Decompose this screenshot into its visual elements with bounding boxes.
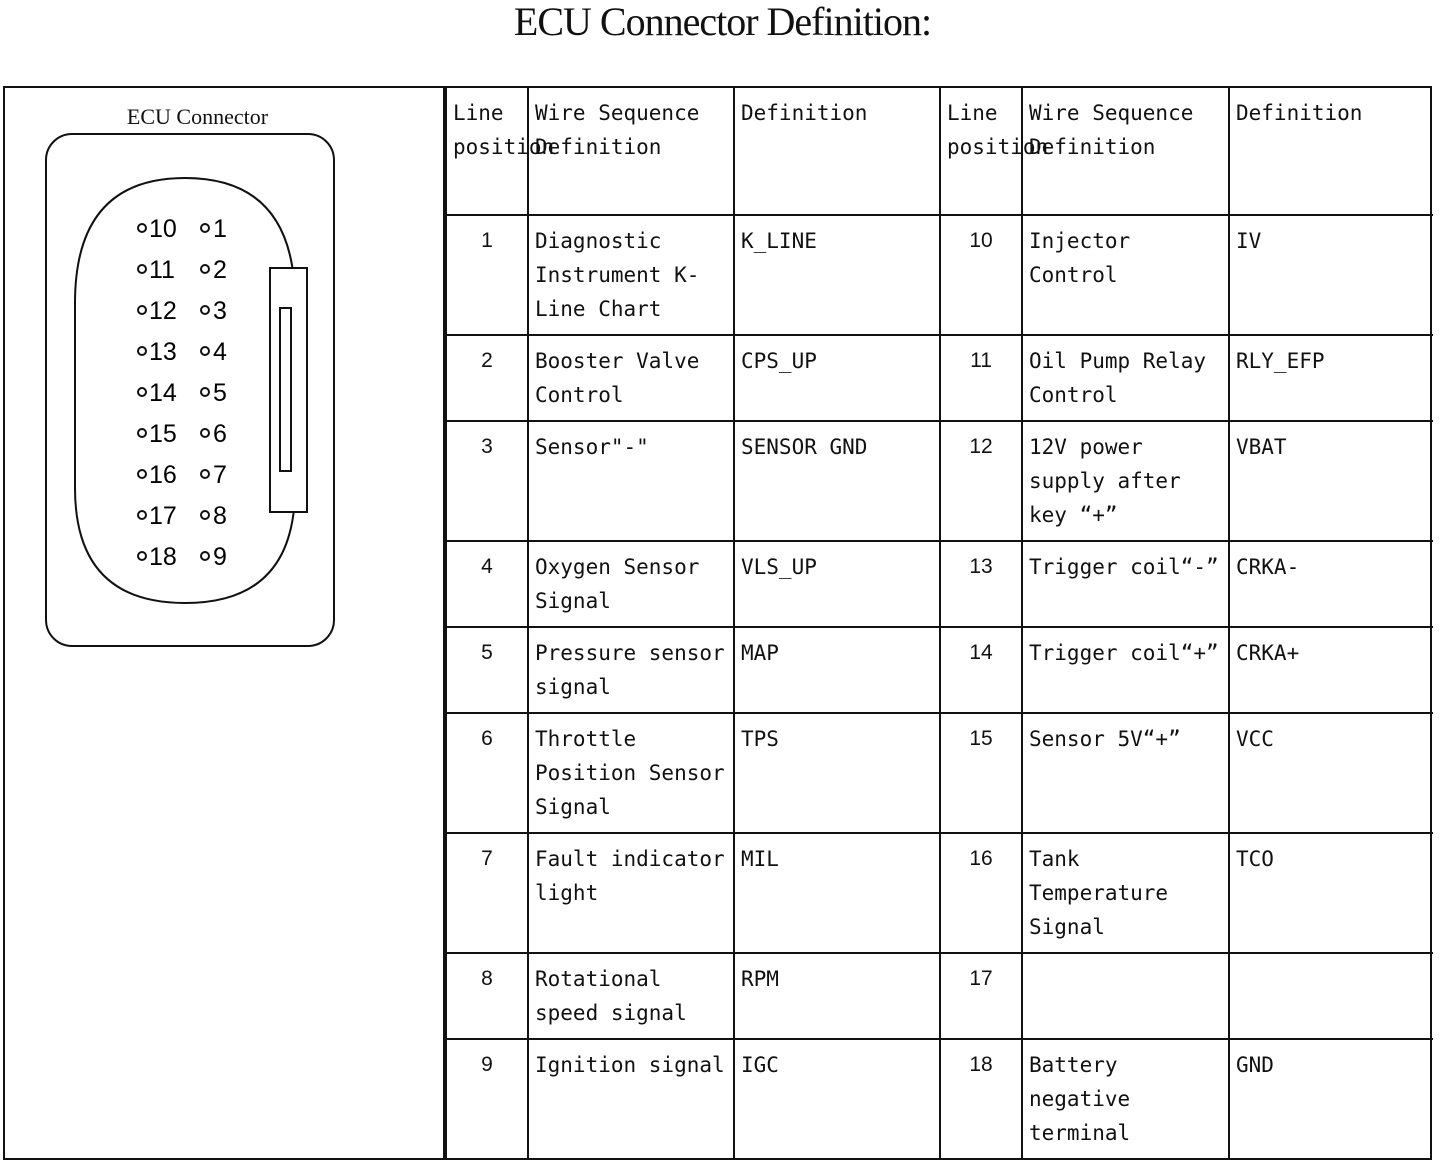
definition-cell: SENSOR GND [734,421,940,541]
line-position-cell: 4 [446,541,528,627]
pin-number: 13 [149,338,177,366]
definition-cell: MAP [734,627,940,713]
pin-marker [201,470,209,478]
pin-number: 2 [213,256,227,284]
table-row [446,1039,1433,1158]
pin-marker [138,511,146,519]
definition-cell: VCC [1229,713,1433,833]
pin-marker [201,347,209,355]
connector-latch [270,268,307,512]
definition-cell: RPM [734,953,940,1039]
connector-definition-frame [3,86,1432,1160]
ecu-connector-diagram [5,88,443,1158]
pin-marker [201,224,209,232]
wire-sequence-cell: Pressure sensor signal [528,627,734,713]
wire-sequence-cell: Sensor"-" [528,421,734,541]
definition-cell: CPS_UP [734,335,940,421]
wire-sequence-cell [1022,953,1229,1039]
pin-number: 3 [213,297,227,325]
definition-cell: K_LINE [734,215,940,335]
pin-number: 14 [149,379,177,407]
pin-number: 16 [149,461,177,489]
header-definition: Definition [734,88,940,215]
pin-number: 10 [149,215,177,243]
definition-cell: RLY_EFP [1229,335,1433,421]
line-position-cell: 11 [940,335,1022,421]
wire-sequence-cell: Sensor 5V“+” [1022,713,1229,833]
wire-sequence-cell: 12V power supply after key “+” [1022,421,1229,541]
table-row [446,215,1433,335]
pin-marker [138,306,146,314]
wire-sequence-cell: Trigger coil“-” [1022,541,1229,627]
definition-cell: IGC [734,1039,940,1158]
definition-cell: MIL [734,833,940,953]
line-position-cell: 6 [446,713,528,833]
header-line-position: Line position [446,88,528,215]
table-row [446,541,1433,627]
pin-number: 7 [213,461,227,489]
wire-sequence-cell: Fault indicator light [528,833,734,953]
definition-cell: VBAT [1229,421,1433,541]
wire-sequence-cell: Injector Control [1022,215,1229,335]
table-row [446,953,1433,1039]
pin-marker [138,552,146,560]
pin-marker [201,511,209,519]
pin-number: 18 [149,543,177,571]
pin-number: 17 [149,502,177,530]
pin-marker [138,388,146,396]
line-position-cell: 1 [446,215,528,335]
line-position-cell: 14 [940,627,1022,713]
header-wire-sequence-2: Wire Sequence Definition [1022,88,1229,215]
wire-sequence-cell: Battery negative terminal [1022,1039,1229,1158]
line-position-cell: 9 [446,1039,528,1158]
table-row [446,713,1433,833]
pin-marker [138,347,146,355]
definition-cell [1229,953,1433,1039]
pins-left-column [138,215,177,571]
pin-marker [201,265,209,273]
pin-marker [138,429,146,437]
line-position-cell: 10 [940,215,1022,335]
definition-cell: TPS [734,713,940,833]
header-wire-sequence: Wire Sequence Definition [528,88,734,215]
wire-sequence-cell: Oxygen Sensor Signal [528,541,734,627]
header-definition-2: Definition [1229,88,1433,215]
definition-cell: TCO [1229,833,1433,953]
pin-marker [138,470,146,478]
pin-marker [201,429,209,437]
definition-cell: CRKA+ [1229,627,1433,713]
table-row [446,421,1433,541]
header-line-position-2: Line position [940,88,1022,215]
wire-sequence-cell: Ignition signal [528,1039,734,1158]
wire-sequence-cell: Booster Valve Control [528,335,734,421]
line-position-cell: 16 [940,833,1022,953]
line-position-cell: 7 [446,833,528,953]
line-position-cell: 5 [446,627,528,713]
pin-marker [201,388,209,396]
table-row [446,833,1433,953]
pin-marker [138,224,146,232]
pin-number: 6 [213,420,227,448]
pin-number: 15 [149,420,177,448]
connector-panel [5,88,445,1158]
line-position-cell: 2 [446,335,528,421]
definition-cell: CRKA- [1229,541,1433,627]
pin-marker [201,306,209,314]
pin-number: 12 [149,297,177,325]
pin-number: 4 [213,338,227,366]
line-position-cell: 12 [940,421,1022,541]
line-position-cell: 3 [446,421,528,541]
table-header-row [446,88,1433,215]
line-position-cell: 8 [446,953,528,1039]
pins-right-column [201,215,227,571]
table-row [446,335,1433,421]
pin-number: 5 [213,379,227,407]
line-position-cell: 13 [940,541,1022,627]
wire-sequence-cell: Rotational speed signal [528,953,734,1039]
pin-number: 11 [149,256,175,284]
definition-cell: VLS_UP [734,541,940,627]
wire-sequence-cell: Trigger coil“+” [1022,627,1229,713]
definition-cell: GND [1229,1039,1433,1158]
page-title: ECU Connector Definition: [513,0,932,44]
line-position-cell: 15 [940,713,1022,833]
table-row [446,627,1433,713]
pin-number: 8 [213,502,227,530]
pin-marker [138,265,146,273]
line-position-cell: 17 [940,953,1022,1039]
wire-sequence-cell: Throttle Position Sensor Signal [528,713,734,833]
pin-definition-table [445,88,1433,1158]
wire-sequence-cell: Tank Temperature Signal [1022,833,1229,953]
wire-sequence-cell: Oil Pump Relay Control [1022,335,1229,421]
connector-label: ECU Connector [126,104,269,129]
pin-marker [201,552,209,560]
pin-number: 1 [213,215,227,243]
definition-cell: IV [1229,215,1433,335]
connector-face [75,178,295,603]
wire-sequence-cell: Diagnostic Instrument K-Line Chart [528,215,734,335]
line-position-cell: 18 [940,1039,1022,1158]
pin-number: 9 [213,543,227,571]
